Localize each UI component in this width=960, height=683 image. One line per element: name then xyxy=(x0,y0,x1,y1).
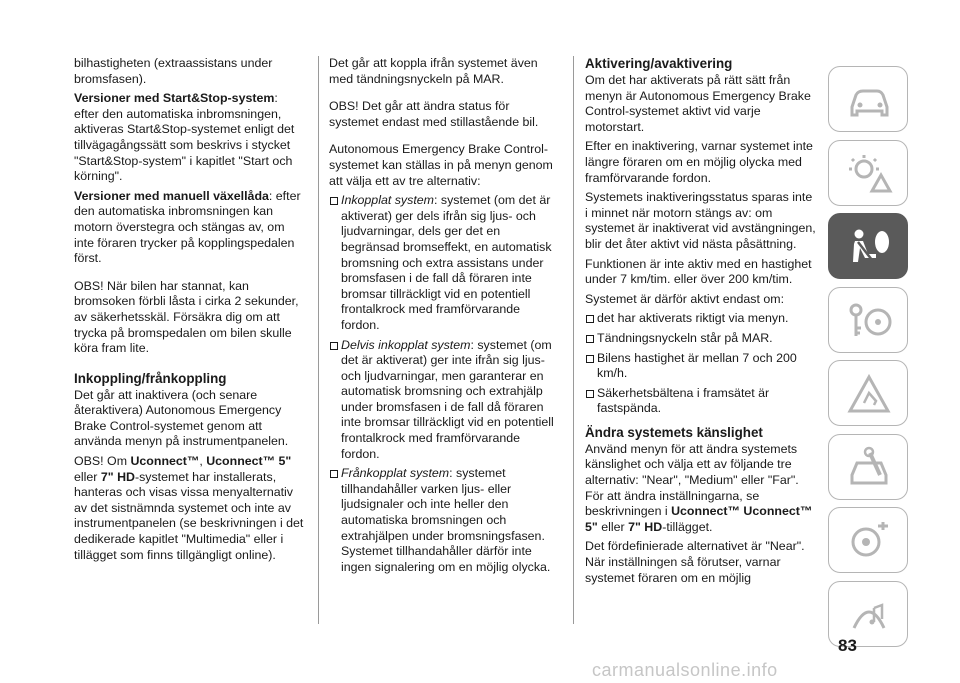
warning-lights-icon xyxy=(844,151,894,197)
list-item xyxy=(329,193,561,333)
paragraph: Det går att inaktivera (och senare återaktivera) Autonomous Emergency Brake Control-systemet genom att använda menyn på instrumentpanelen. xyxy=(74,387,289,449)
column-2 xyxy=(329,56,561,579)
list-text: : systemet tillhandahåller varken ljus- eller ljudsignaler och inte heller den automatiska bromsningen och extrahjälpen under bromsningsfasen. Systemet tillhandahåller därför inte ingen signalering om en möjlig olycka. xyxy=(341,466,551,574)
tab-dashboard[interactable] xyxy=(828,66,908,132)
bold-text: Uconnect™ xyxy=(671,504,740,519)
text: eller xyxy=(74,469,101,484)
list-text: : systemet (om det är aktiverat) ger inte ifrån sig ljus- och ljudvarningar, men garanterar en automatisk bromsning och extrahjälp under bromsfasen i de fall då föraren inte bromsar tillräckligt vid en potentiell frontalkrock med framförvarande fordon. xyxy=(341,337,554,461)
list-item xyxy=(329,338,561,463)
paragraph: Systemets inaktiveringsstatus sparas inte i minnet när motorn stängs av: om systemet är inaktiverat vid avstängningen, blir det åter aktivt vid nästa påsättning. xyxy=(585,190,816,251)
paragraph: Om det har aktiverats på rätt sätt från menyn är Autonomous Emergency Brake Control-systemet aktivt vid varje motorstart. xyxy=(585,73,811,134)
service-wrench-icon xyxy=(844,445,894,491)
paragraph: OBS! Det går att ändra status för systemet endast med stillastående bil. xyxy=(329,99,539,129)
text: eller xyxy=(597,519,629,534)
bold-lead: Versioner med Start&Stop-system xyxy=(74,91,275,106)
paragraph: Det går att koppla ifrån systemet även med tändningsnyckeln på MAR. xyxy=(329,56,538,86)
paragraph: OBS! När bilen har stannat, kan bromsoken förbli låsta i cirka 2 sekunder, av säkerhetsskäl. Försäkra dig om att trycka på bromspedalen om bilen skulle köra fram lite. xyxy=(74,278,299,356)
italic-lead: Delvis inkopplat system xyxy=(341,337,471,352)
tab-starting-driving[interactable] xyxy=(828,287,908,353)
paragraph-text: : efter den automatiska inbromsningen, aktiveras Start&Stop-systemet enligt det tillvägagångssätt som beskrivs i stycket "Start&Stop-system" i kapitlet "Start och körning". xyxy=(74,91,295,184)
multimedia-icon xyxy=(844,592,894,638)
tab-warning-lights[interactable] xyxy=(828,140,908,206)
bold-text: Uconnect™ 5" xyxy=(206,454,292,469)
list-item: Bilens hastighet är mellan 7 och 200 km/h. xyxy=(585,351,817,382)
paragraph xyxy=(74,91,306,185)
tab-technical-data[interactable] xyxy=(828,507,908,573)
paragraph: Autonomous Emergency Brake Control-systemet kan ställas in på menyn genom att välja ett av tre alternativ: xyxy=(329,142,553,188)
italic-lead: Inkopplat system xyxy=(341,193,434,208)
paragraph: Efter en inaktivering, varnar systemet inte längre föraren om en möjlig olycka med framförvarande fordon. xyxy=(585,139,813,185)
column-3 xyxy=(585,56,817,590)
paragraph: Systemet är därför aktivt endast om: xyxy=(585,291,785,306)
text: OBS! Om xyxy=(74,454,131,469)
paragraph: Det fördefinierade alternativet är "Near". När inställningen så förutser, varnar systemet föraren om en möjlig xyxy=(585,539,805,585)
airbag-safety-icon xyxy=(844,224,894,270)
list-item: det har aktiverats riktigt via menyn. xyxy=(585,311,817,327)
paragraph: Funktionen är inte aktiv med en hastighet under 7 km/tim. eller över 200 km/tim. xyxy=(585,256,812,287)
bold-text: Uconnect™ 5" xyxy=(585,504,813,534)
section-heading: Aktivering/avaktivering xyxy=(585,56,733,71)
text: -tillägget. xyxy=(662,519,713,534)
bold-text: 7" HD xyxy=(100,469,135,484)
column-1 xyxy=(74,56,306,567)
column-divider xyxy=(573,56,574,624)
list-text: : systemet (om det är aktiverat) ger dels ifrån sig ljus- och ljudvarningar, dels ger det en begränsad bromseffekt, en automatisk bromsning och extra assistans under bromsfasen i de fall då föraren inte bromsar tillräckligt vid en potentiell frontalkrock med framförvarande fordon. xyxy=(341,193,552,332)
section-heading: Inkoppling/frånkoppling xyxy=(74,370,227,386)
paragraph-text: : efter den automatiska inbromsningen kan motorn överstegra och stängas av, om inte föraren trycker på kopplingspedalen först. xyxy=(74,188,301,266)
tab-maintenance[interactable] xyxy=(828,434,908,500)
list-item: Säkerhetsbältena i framsätet är fastspända. xyxy=(585,386,817,417)
italic-lead: Frånkopplat system xyxy=(341,466,450,481)
list-item xyxy=(329,466,561,575)
bold-text: 7" HD xyxy=(628,519,663,534)
tab-safety[interactable] xyxy=(828,213,908,279)
paragraph xyxy=(585,442,817,536)
text: -systemet har installerats, hanteras och visas vissa menyalternativ av det sistnämnda systemet och inte av instrumentpanelen (se beskrivningen i det dedikerade kapitlet "Multimedia" eller i tillägget som finns tillgängligt online). xyxy=(74,469,304,562)
paragraph xyxy=(74,189,306,267)
technical-specs-icon xyxy=(844,518,894,564)
breakdown-triangle-icon xyxy=(844,371,894,417)
list-item: Tändningsnyckeln står på MAR. xyxy=(585,331,817,347)
column-divider xyxy=(318,56,319,624)
bold-lead: Versioner med manuell växellåda xyxy=(74,188,269,203)
bold-text: Uconnect™ xyxy=(130,454,200,469)
text: , xyxy=(199,454,207,469)
page-number: 83 xyxy=(838,636,857,655)
footer-watermark: carmanualsonline.info xyxy=(592,660,778,680)
tab-emergency[interactable] xyxy=(828,360,908,426)
paragraph xyxy=(74,454,306,563)
text: Använd menyn för att ändra systemets känslighet och välja ett av följande tre alternativ: "Near", "Medium" eller "Far". För att ändra inställningarna, se beskrivningen i xyxy=(585,441,799,519)
car-dashboard-icon xyxy=(844,77,894,123)
paragraph: bilhastigheten (extraassistans under bromsfasen). xyxy=(74,56,273,86)
section-heading: Ändra systemets känslighet xyxy=(585,424,763,440)
key-steering-icon xyxy=(844,298,894,344)
